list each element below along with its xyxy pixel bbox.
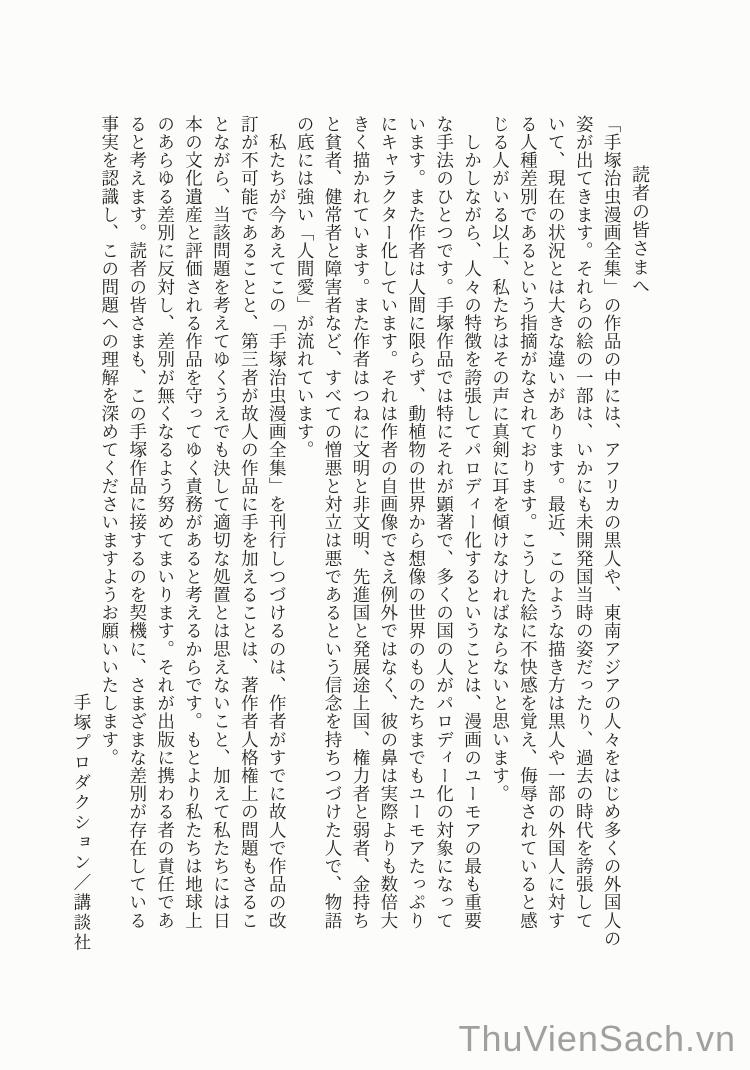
text-column: います。また作者は人間に限らず、動植物の世界から想像の世界のものたちまでもユーモアたっぷり: [406, 115, 427, 930]
text-column: にキャラクター化しています。それは作者の自画像でさえ例外ではなく、彼の鼻は実際よりも数倍大: [378, 115, 399, 930]
text-column: 私たちが今あえてこの「手塚治虫漫画全集」を刊行しつづけるのは、作者がすでに故人で作品の改: [267, 115, 288, 930]
text-column: きく描かれています。また作者はつねに文明と非文明、先進国と発展途上国、権力者と弱者、金持ち: [350, 115, 371, 930]
text-column: 訂が不可能であることと、第三者が故人の作品に手を加えることは、著作者人格権上の問題もさるこ: [239, 115, 260, 930]
text-column: ると考えます。読者の皆さまも、この手塚作品に接するのを契機に、さまざまな差別が存在している: [127, 115, 148, 930]
text-column: いて、現在の状況とは大きな違いがあります。最近、このような描き方は黒人や一部の外国人に対す: [546, 115, 567, 930]
text-column: 事実を認識し、この問題への理解を深めてくださいますようお願いいたします。: [99, 115, 120, 767]
publisher-signature: 手塚プロダクション／講談社: [71, 693, 92, 953]
text-column: しかしながら、人々の特徴を誇張してパロディー化するということは、漫画のユーモアの最も重要: [462, 115, 483, 930]
watermark-text: ThuVienSach.vn: [458, 1018, 736, 1059]
text-column: 姿が出てきます。それらの絵の一部は、いかにも未開発国当時の姿だったり、過去の時代を誇張して: [574, 115, 595, 930]
page-title: 読者の皆さまへ: [630, 165, 650, 296]
text-column: 「手塚治虫漫画全集」の作品の中には、アフリカの黒人や、東南アジアの人々をはじめ多くの外国人の: [602, 115, 623, 948]
text-column: の底には強い「人間愛」が流れています。: [295, 115, 316, 459]
text-column: 本の文化遺産と評価される作品を守ってゆく責務があると考えるからです。もとより私たちは地球上: [183, 115, 204, 930]
text-column: とながら、当該問題を考えてゆくうえでも決して適切な処置とは思えないこと、加えて私たちには日: [211, 115, 232, 930]
text-column: じる人がいる以上、私たちはその声に真剣に耳を傾けなければならないと思います。: [490, 115, 511, 803]
reader-notice-text-block: [67, 115, 653, 973]
text-column: る人種差別であるという指摘がなされております。こうした絵に不快感を覚え、侮辱されていると感: [518, 115, 539, 930]
text-column: と貧者、健常者と障害者など、すべての憎悪と対立は悪であるという信念を持ちつづけた人で、物語: [323, 115, 344, 930]
text-column: な手法のひとつです。手塚作品では特にそれが顕著で、多くの国の人がパロディー化の対象になって: [434, 115, 455, 930]
text-column: のあらゆる差別に反対し、差別が無くなるよう努めてまいります。それが出版に携わる者の責任であ: [155, 115, 176, 930]
